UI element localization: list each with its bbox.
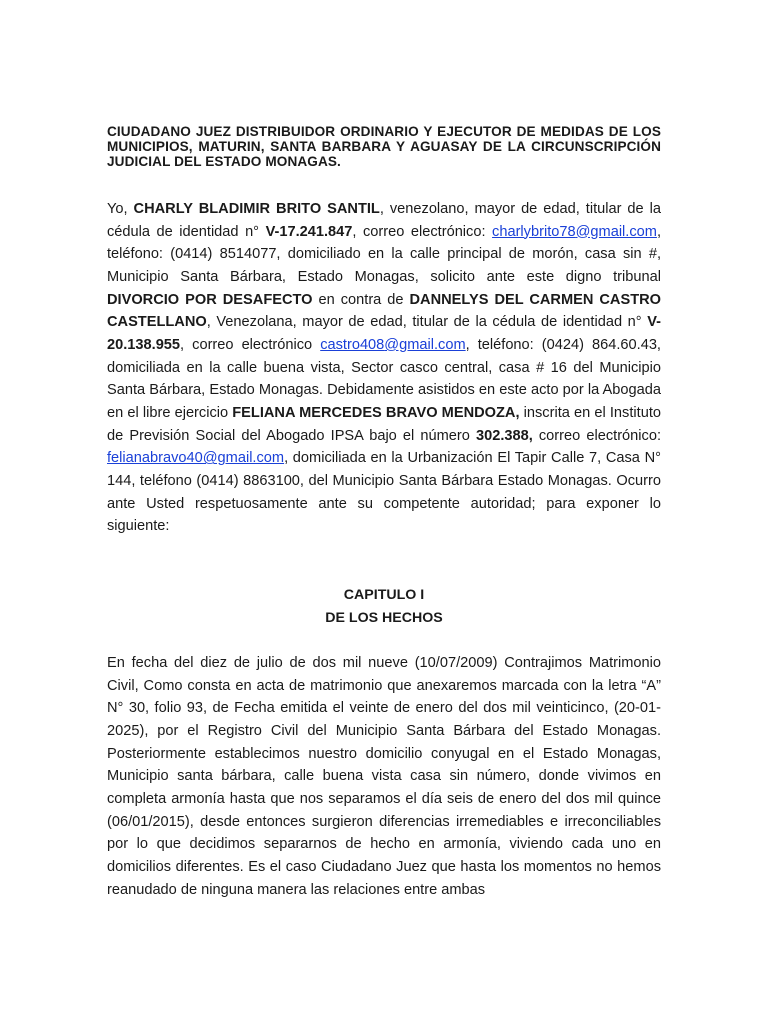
- petitioner-email-link[interactable]: [492, 224, 657, 240]
- text: , Venezolana, mayor de edad, titular de la cédula de identidad n°: [206, 314, 648, 331]
- facts-paragraph: En fecha del diez de julio de dos mil nueve (10/07/2009) Contrajimos Matrimonio Civil, Como consta en acta de matrimonio que anexaremos marcada con la letra “A” N° 30, folio 93, de Fecha emitida el veinte de enero del dos mil veinticinco, (20-01-2025), por el Registro Civil del Municipio Santa Bárbara del Estado Monagas. Posteriormente establecimos nuestro domicilio conyugal en el Estado Monagas, Municipio santa bárbara, calle buena vista casa sin número, donde vivimos en completa armonía hasta que nos separamos el día seis de enero del dos mil quince (06/01/2015), desde entonces surgieron diferencias irremediables e irreconciliables por lo que decidimos separarnos de hecho en armonía, viviendo cada uno en domicilios diferentes. Es el caso Ciudadano Juez que hasta los momentos no hemos reanudado de ninguna manera las relaciones entre ambas: [107, 655, 661, 898]
- text: inscrita en el Instituto de Previsión Social del Abogado IPSA bajo el número: [107, 404, 661, 444]
- text: , correo electrónico:: [352, 223, 493, 240]
- text: Yo,: [107, 201, 134, 217]
- text: , correo electrónico: [180, 336, 321, 353]
- text: en contra de: [312, 291, 410, 308]
- text: correo electrónico:: [532, 427, 661, 444]
- petition-paragraph: [107, 198, 661, 538]
- petitioner-name: CHARLY BLADIMIR BRITO SANTIL: [133, 201, 380, 217]
- respondent-id: V-20.138.955: [107, 314, 661, 353]
- respondent-email-link[interactable]: [320, 337, 465, 353]
- email-user: castro408: [320, 336, 385, 353]
- lawyer-email-link[interactable]: felianabravo40@gmail.com: [107, 450, 285, 467]
- email-user: charlybrito78: [492, 223, 576, 240]
- court-address-heading: CIUDADANO JUEZ DISTRIBUIDOR ORDINARIO Y EJECUTOR DE MEDIDAS DE LOS MUNICIPIOS, MATURIN, SANTA BARBARA Y AGUASAY DE LA CIRCUNSCRIPCIÓN JUDICIAL DEL ESTADO MONAGAS.: [107, 124, 661, 169]
- respondent-name: DANNELYS DEL CARMEN CASTRO CASTELLANO: [107, 291, 662, 331]
- text: , venezolano, mayor de edad, titular de la cédula de identidad n°: [107, 201, 661, 240]
- text: , teléfono: (0414) 8514077, domiciliado en la calle principal de morón, casa sin #, Municipio Santa Bárbara, Estado Monagas, solicito ante este digno tribunal: [107, 223, 661, 285]
- text: , teléfono: (0424) 864.60.43, domiciliada en la calle buena vista, Sector casco central, casa # 16 del Municipio Santa Bárbara, Estado Monagas. Debidamente asistidos en este acto por la Abogada en el libre ejercicio: [107, 336, 661, 421]
- chapter-title: DE LOS HECHOS: [325, 610, 443, 626]
- text: , domiciliada en la Urbanización El Tapir Calle 7, Casa N° 144, teléfono (0414) 8863100, del Municipio Santa Bárbara Estado Monagas. Ocurro ante Usted respetuosamente ante su competente autoridad; para exponer lo siguiente:: [107, 450, 661, 535]
- lawyer-number: 302.388,: [475, 427, 533, 444]
- petitioner-id: V-17.241.847: [265, 223, 353, 240]
- action-title: DIVORCIO POR DESAFECTO: [107, 291, 313, 308]
- chapter-number: CAPITULO I: [343, 587, 425, 603]
- email-domain: @gmail.com: [384, 336, 466, 353]
- email-domain: @gmail.com: [575, 223, 657, 240]
- lawyer-name: FELIANA MERCEDES BRAVO MENDOZA,: [232, 404, 520, 421]
